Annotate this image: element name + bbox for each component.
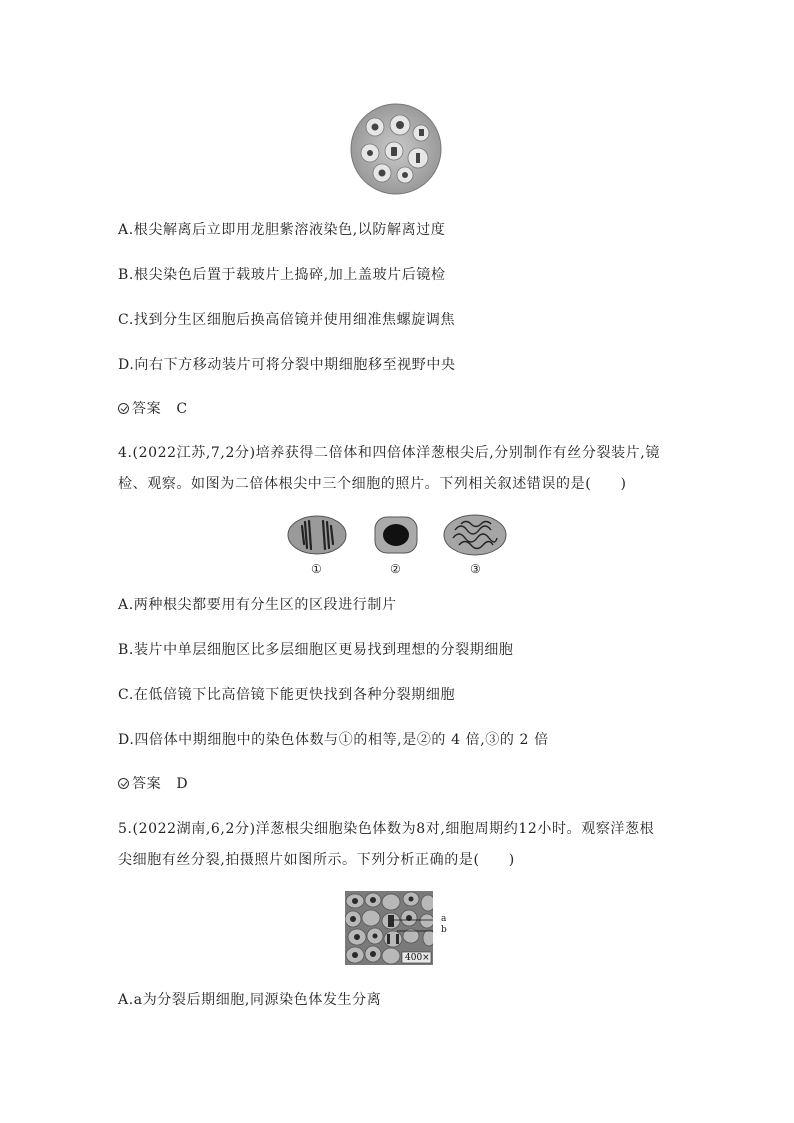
q3-answer-label: 答案 [132,401,162,417]
cell-label-1: ① [311,562,322,576]
q5-stem-line2: 尖细胞有丝分裂,拍摄照片如图所示。下列分析正确的是( ) [118,852,515,868]
answer-check-icon [118,403,129,414]
cell-3 [444,515,506,555]
cell-1 [288,516,346,554]
q5-option-a: A.a为分裂后期细胞,同源染色体发生分离 [118,992,382,1008]
q3-option-a: A.根尖解离后立即用龙胆紫溶液染色,以防解离过度 [118,222,446,238]
q3-answer [118,398,188,418]
q4-stem-line2: 检、观察。如图为二倍体根尖中三个细胞的照片。下列相关叙述错误的是( ) [118,476,627,492]
q4-answer-label: 答案 [132,776,162,792]
cell-label-3: ③ [470,562,481,576]
cell-2 [375,517,417,553]
answer-check-icon [118,778,129,789]
q4-option-b: B.装片中单层细胞区比多层细胞区更易找到理想的分裂期细胞 [118,642,514,658]
three-cells-figure [285,512,515,560]
q4-option-c: C.在低倍镜下比高倍镜下能更快找到各种分裂期细胞 [118,687,456,703]
micrograph-label-b: b [441,925,447,935]
q3-option-d: D.向右下方移动装片可将分裂中期细胞移至视野中央 [118,357,456,373]
micrograph-label-a: a [441,914,447,924]
micrograph-magnification: 400× [405,953,430,963]
cell-label-2: ② [390,562,401,576]
q4-answer-value: D [176,776,189,792]
q4-stem-line1: 4.(2022江苏,7,2分)培养获得二倍体和四倍体洋葱根尖后,分别制作有丝分裂装片,镜 [118,445,660,461]
q4-answer [118,773,188,793]
q3-option-c: C.找到分生区细胞后换高倍镜并使用细准焦螺旋调焦 [118,312,456,328]
q5-stem-line1: 5.(2022湖南,6,2分)洋葱根尖细胞染色体数为8对,细胞周期约12小时。观察洋葱根 [118,821,655,837]
q3-answer-value: C [176,401,188,417]
q3-option-b: B.根尖染色后置于载玻片上捣碎,加上盖玻片后镜检 [118,267,446,283]
microscope-field-figure [350,103,442,195]
q4-option-a: A.两种根尖都要用有分生区的区段进行制片 [118,597,397,613]
q4-option-d: D.四倍体中期细胞中的染色体数与①的相等,是②的 4 倍,③的 2 倍 [118,732,549,748]
